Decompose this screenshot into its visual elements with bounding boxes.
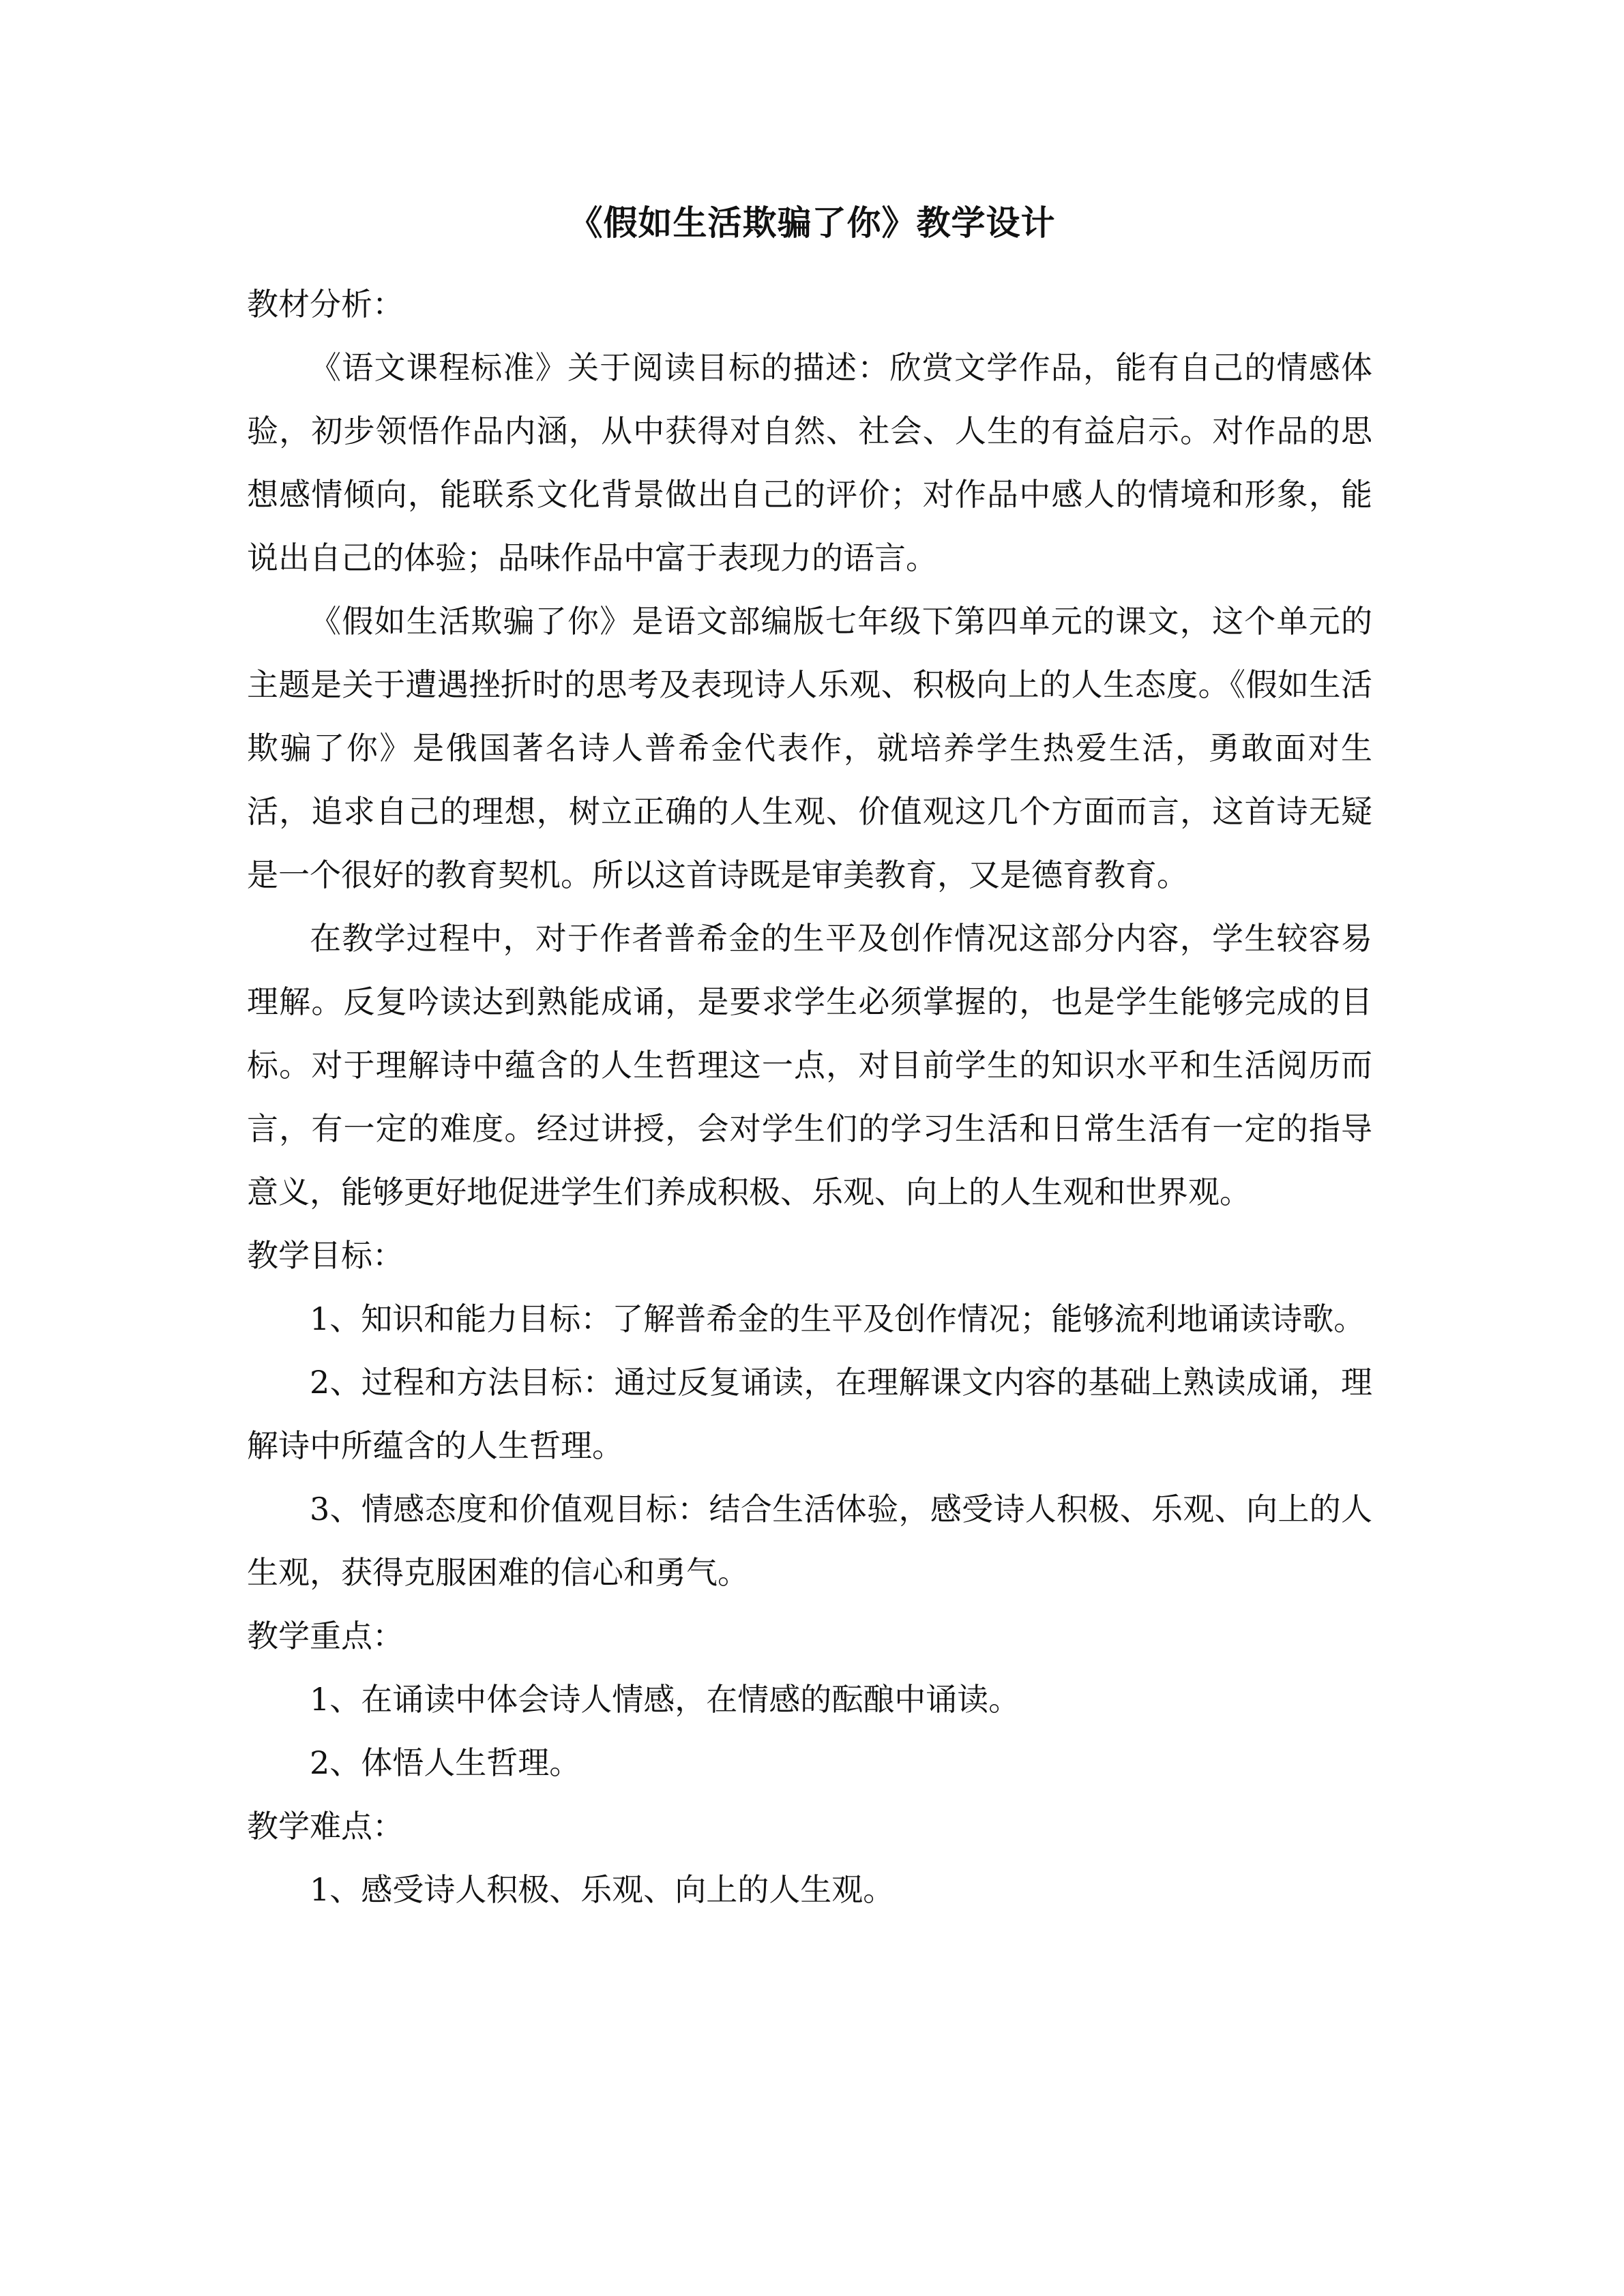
objective-item: 1、知识和能力目标：了解普希金的生平及创作情况；能够流利地诵读诗歌。: [310, 1300, 1365, 1337]
document-body: [247, 273, 1372, 1922]
section-heading-analysis: 教材分析：: [247, 286, 404, 323]
objective-item: 3、情感态度和价值观目标：结合生活体验，感受诗人积极、乐观、向上的人生观，获得克服困难的信心和勇气。: [247, 1491, 1372, 1591]
analysis-paragraph: 在教学过程中，对于作者普希金的生平及创作情况这部分内容，学生较容易理解。反复吟读达到熟能成诵，是要求学生必须掌握的，也是学生能够完成的目标。对于理解诗中蕴含的人生哲理这一点，对目前学生的知识水平和生活阅历而言，有一定的难度。经过讲授，会对学生们的学习生活和日常生活有一定的指导意义，能够更好地促进学生们养成积极、乐观、向上的人生观和世界观。: [247, 920, 1372, 1210]
section-heading-objectives: 教学目标：: [247, 1237, 404, 1274]
analysis-paragraph: 《假如生活欺骗了你》是语文部编版七年级下第四单元的课文，这个单元的主题是关于遭遇挫折时的思考及表现诗人乐观、积极向上的人生态度。《假如生活欺骗了你》是俄国著名诗人普希金代表作，就培养学生热爱生活，勇敢面对生活，追求自己的理想，树立正确的人生观、价值观这几个方面而言，这首诗无疑是一个很好的教育契机。所以这首诗既是审美教育，又是德育教育。: [247, 603, 1372, 893]
objective-item: 2、过程和方法目标：通过反复诵读，在理解课文内容的基础上熟读成诵，理解诗中所蕴含的人生哲理。: [247, 1364, 1372, 1464]
section-heading-difficulties: 教学难点：: [247, 1808, 404, 1845]
difficulty-item: 1、感受诗人积极、乐观、向上的人生观。: [310, 1871, 895, 1908]
document-title: 《假如生活欺骗了你》教学设计: [568, 203, 1056, 243]
section-heading-key-points: 教学重点：: [247, 1617, 404, 1654]
key-point-item: 2、体悟人生哲理。: [310, 1744, 581, 1781]
key-point-item: 1、在诵读中体会诗人情感，在情感的酝酿中诵读。: [310, 1681, 1020, 1718]
analysis-paragraph: 《语文课程标准》关于阅读目标的描述：欣赏文学作品，能有自己的情感体验，初步领悟作品内涵，从中获得对自然、社会、人生的有益启示。对作品的思想感情倾向，能联系文化背景做出自己的评价；对作品中感人的情境和形象，能说出自己的体验；品味作品中富于表现力的语言。: [247, 349, 1372, 576]
